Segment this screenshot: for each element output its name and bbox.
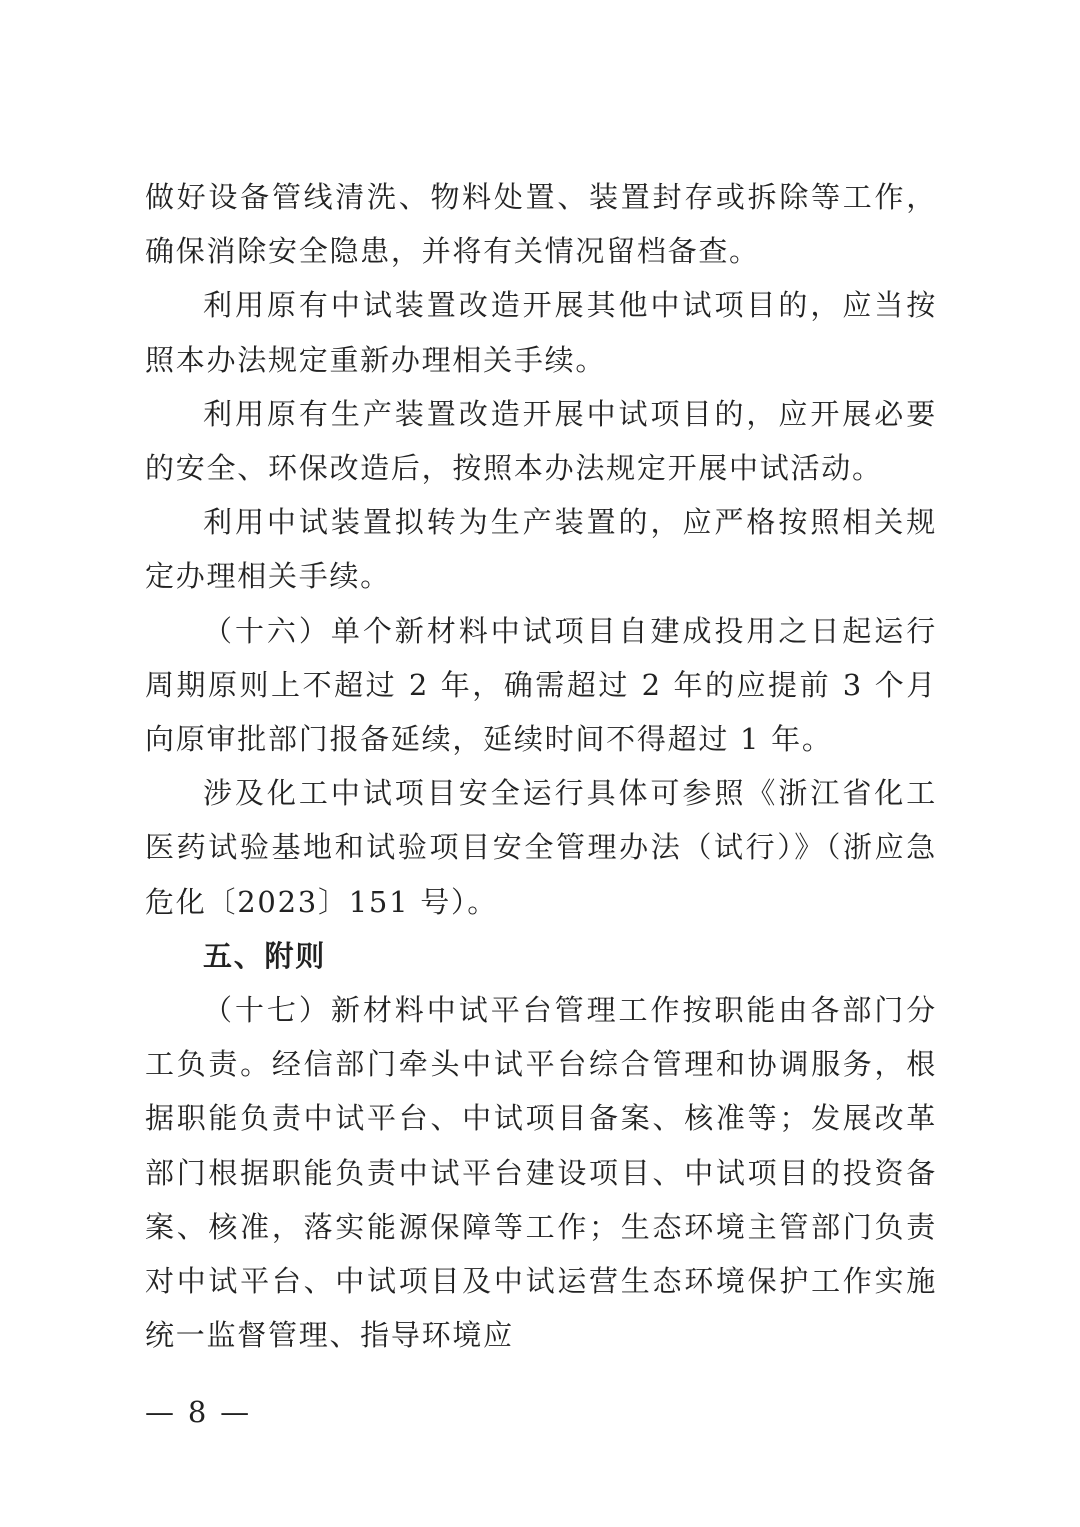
paragraph-4: 利用中试装置拟转为生产装置的，应严格按照相关规定办理相关手续。: [145, 505, 937, 594]
page-number: — 8 —: [145, 1395, 252, 1429]
paragraph-2: 利用原有中试装置改造开展其他中试项目的，应当按照本办法规定重新办理相关手续。: [145, 288, 937, 377]
paragraph-6: 涉及化工中试项目安全运行具体可参照《浙江省化工医药试验基地和试验项目安全管理办法（试行）》（浙应急危化〔2023〕151 号）。: [145, 776, 937, 919]
document-body: [145, 170, 937, 1362]
paragraph-1: 做好设备管线清洗、物料处置、装置封存或拆除等工作，确保消除安全隐患，并将有关情况留档备查。: [145, 180, 937, 269]
paragraph-7: （十七）新材料中试平台管理工作按职能由各部门分工负责。经信部门牵头中试平台综合管理和协调服务，根据职能负责中试平台、中试项目备案、核准等；发展改革部门根据职能负责中试平台建设项目、中试项目的投资备案、核准，落实能源保障等工作；生态环境主管部门负责对中试平台、中试项目及中试运营生态环境保护工作实施统一监督管理、指导环境应: [145, 993, 937, 1353]
section-heading: 五、附则: [203, 938, 326, 973]
paragraph-5: （十六）单个新材料中试项目自建成投用之日起运行周期原则上不超过 2 年，确需超过 2 年的应提前 3 个月向原审批部门报备延续，延续时间不得超过 1 年。: [145, 613, 937, 757]
paragraph-3: 利用原有生产装置改造开展中试项目的，应开展必要的安全、环保改造后，按照本办法规定开展中试活动。: [145, 396, 937, 486]
